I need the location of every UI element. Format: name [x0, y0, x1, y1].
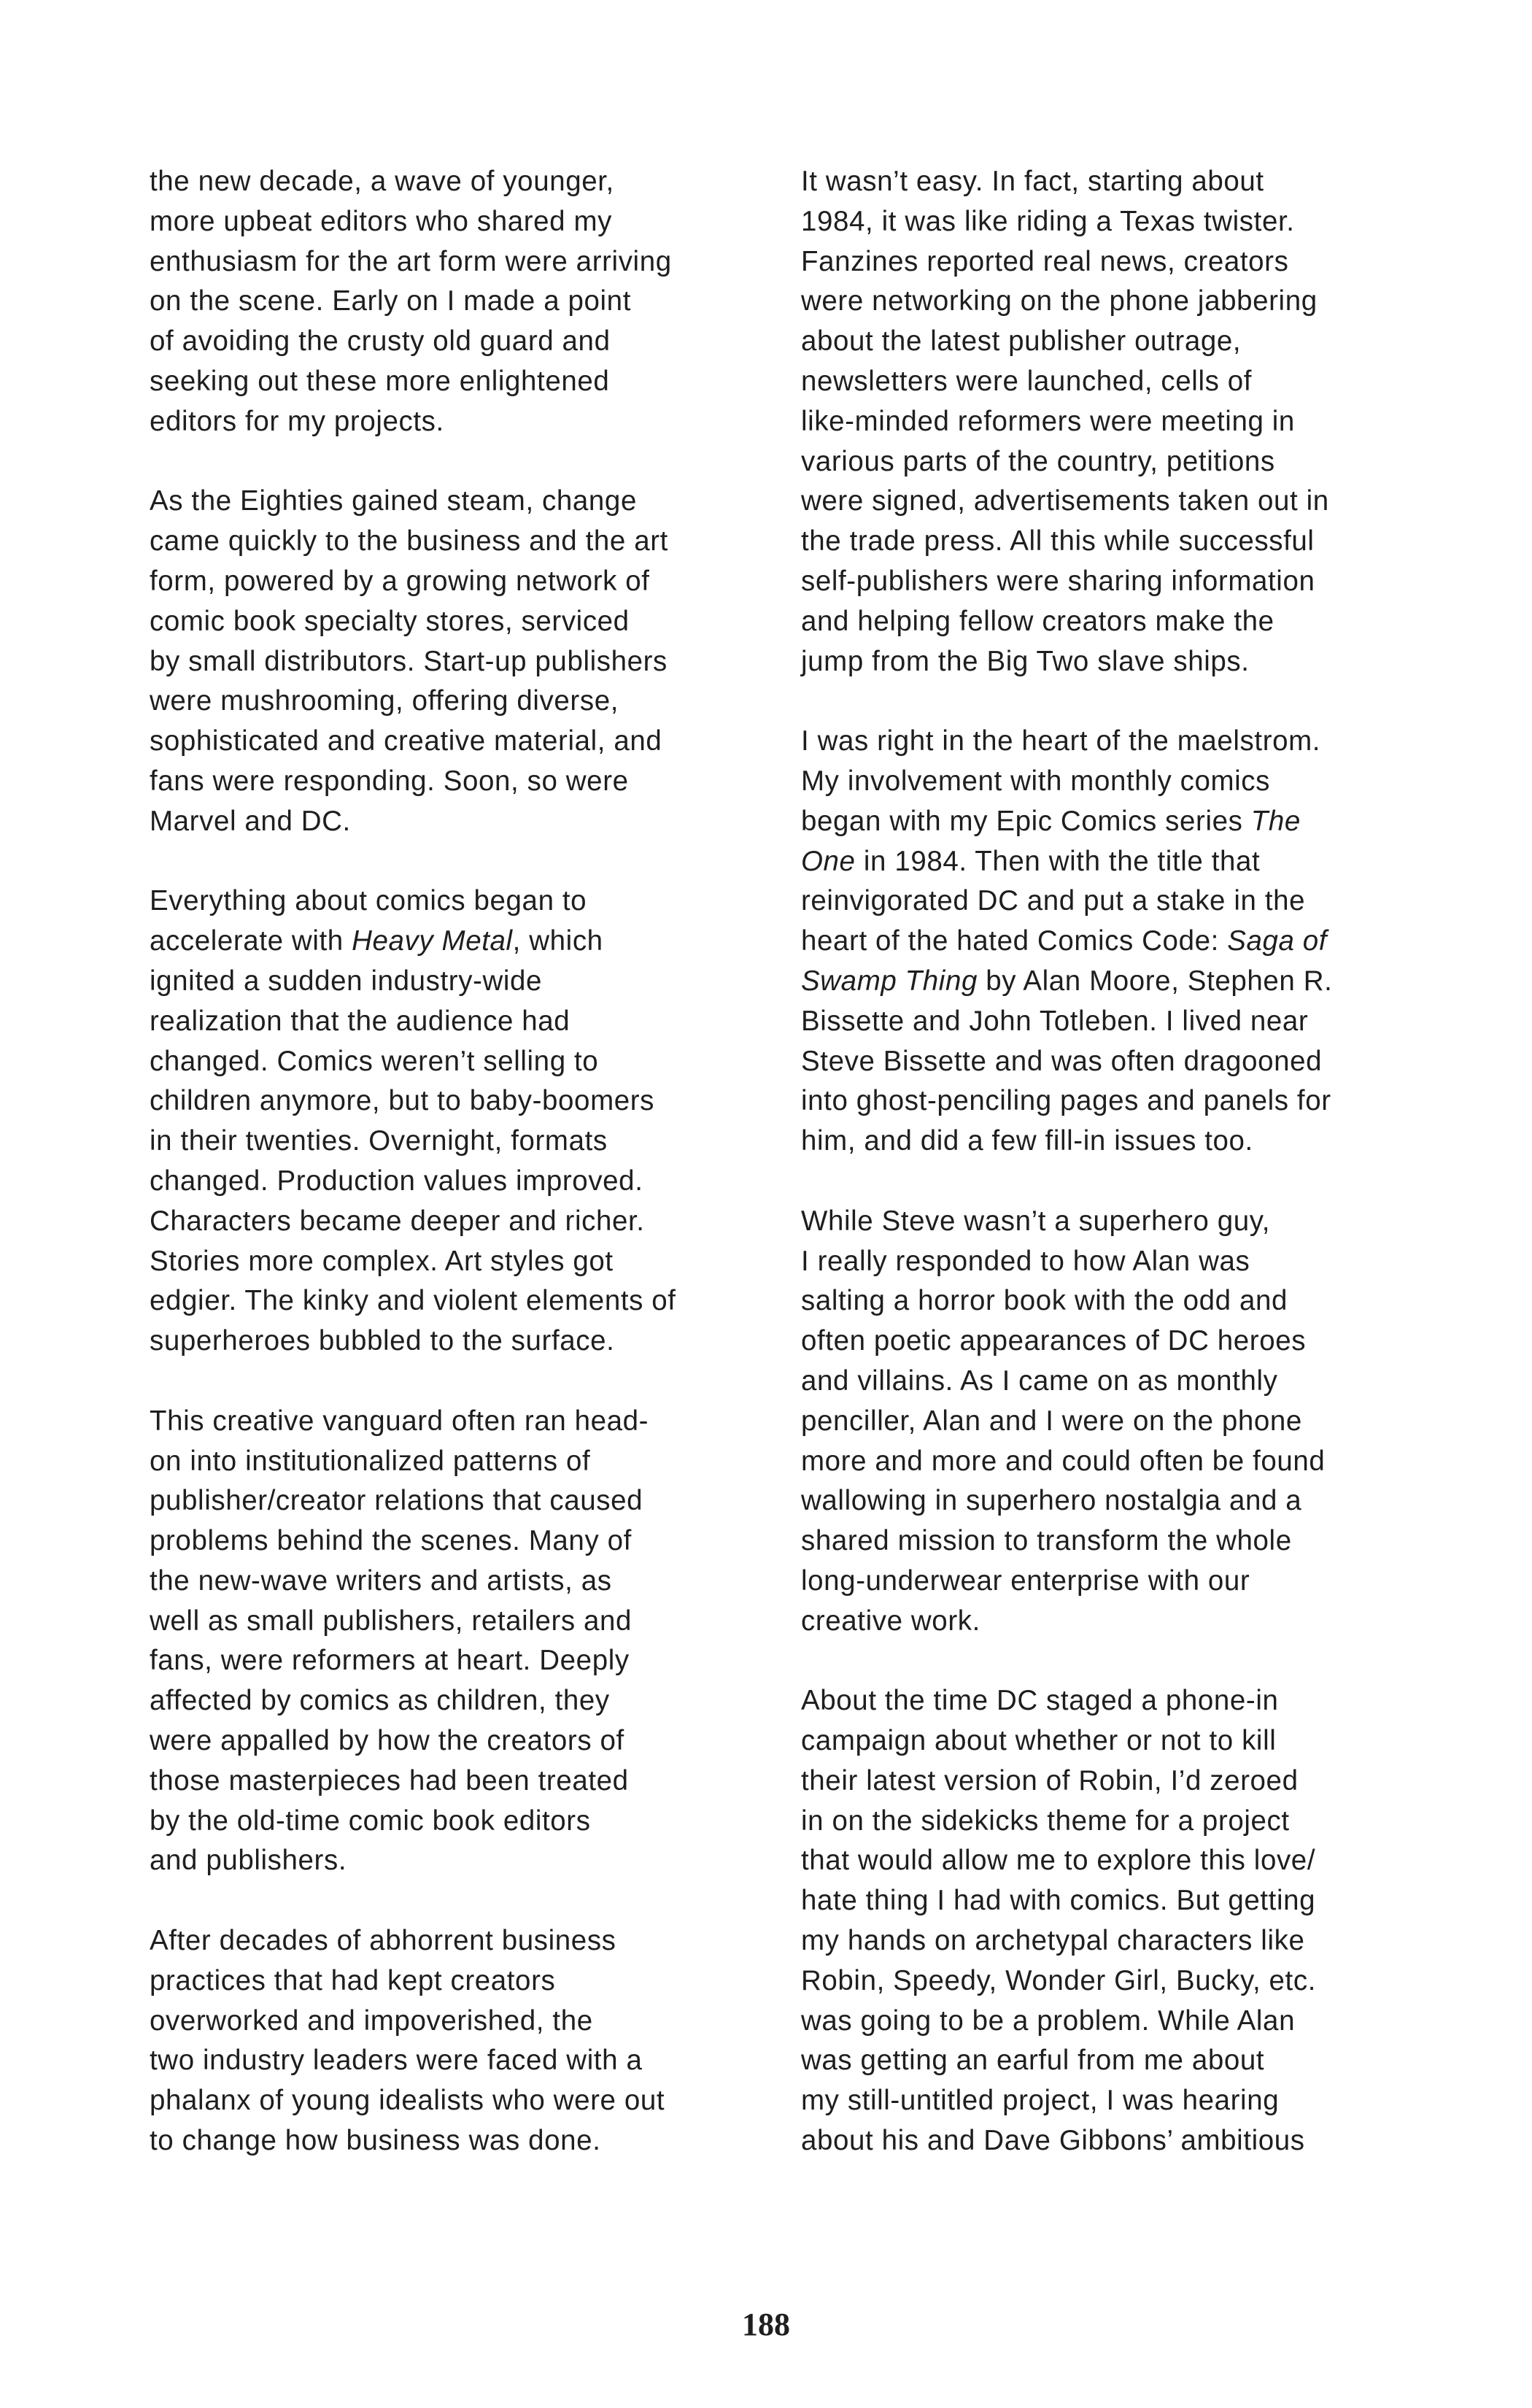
text-segment: by Alan Moore, Stephen R.: [977, 965, 1333, 997]
text-segment: heart of the hated Comics Code:: [801, 925, 1228, 957]
text-line: Stories more complex. Art styles got: [150, 1245, 614, 1277]
text-line: affected by comics as children, they: [150, 1685, 610, 1717]
text-line: Bissette and John Totleben. I lived near: [801, 1005, 1309, 1037]
text-line: those masterpieces had been treated: [150, 1764, 629, 1797]
text-line: were networking on the phone jabbering: [801, 285, 1318, 317]
text-line: often poetic appearances of DC heroes: [801, 1325, 1307, 1357]
text-line: I really responded to how Alan was: [801, 1245, 1250, 1277]
paragraph: [150, 1402, 755, 1882]
text-line: wallowing in superhero nostalgia and a: [801, 1485, 1302, 1517]
text-line: my still-untitled project, I was hearing: [801, 2085, 1280, 2117]
text-line: My involvement with monthly comics: [801, 765, 1270, 797]
text-line: the new decade, a wave of younger,: [150, 166, 614, 197]
text-line: editors for my projects.: [150, 405, 444, 437]
text-line: Robin, Speedy, Wonder Girl, Bucky, etc.: [801, 1964, 1317, 1996]
text-line: self-publishers were sharing information: [801, 565, 1315, 597]
text-line: phalanx of young idealists who were out: [150, 2085, 665, 2117]
text-line: seeking out these more enlightened: [150, 365, 610, 397]
text-line: I was right in the heart of the maelstrom.: [801, 725, 1321, 757]
text-line: salting a horror book with the odd and: [801, 1285, 1288, 1317]
text-line: ignited a sudden industry-wide: [150, 965, 543, 997]
text-line: more and more and could often be found: [801, 1445, 1326, 1477]
text-line: more upbeat editors who shared my: [150, 205, 612, 237]
text-line: After decades of abhorrent business: [150, 1925, 616, 1957]
text-line: like-minded reformers were meeting in: [801, 405, 1295, 437]
text-line: was getting an earful from me about: [801, 2045, 1265, 2077]
text-line: [801, 922, 1407, 962]
text-line: and villains. As I came on as monthly: [801, 1365, 1278, 1397]
text-line: overworked and impoverished, the: [150, 2004, 593, 2037]
text-line: jump from the Big Two slave ships.: [801, 645, 1250, 677]
text-line: long-underwear enterprise with our: [801, 1564, 1250, 1597]
text-line: Characters became deeper and richer.: [150, 1205, 645, 1237]
text-line: While Steve wasn’t a superhero guy,: [801, 1205, 1271, 1237]
text-line: the trade press. All this while successful: [801, 525, 1315, 557]
text-line: Fanzines reported real news, creators: [801, 245, 1289, 277]
text-segment: , which: [512, 925, 603, 957]
italic-title: Saga of: [1227, 925, 1328, 957]
text-line: my hands on archetypal characters like: [801, 1925, 1305, 1957]
text-line: publisher/creator relations that caused: [150, 1485, 643, 1517]
paragraph: [150, 482, 755, 841]
text-line: about his and Dave Gibbons’ ambitious: [801, 2125, 1305, 2157]
text-line: on into institutionalized patterns of: [150, 1445, 591, 1477]
paragraph: [150, 1921, 755, 2161]
text-line: [801, 802, 1407, 842]
right-text-column: [801, 162, 1407, 2161]
text-segment: accelerate with: [150, 925, 352, 957]
text-line: were appalled by how the creators of: [150, 1725, 624, 1757]
left-text-column: [150, 162, 755, 2161]
italic-title: Heavy Metal: [352, 925, 513, 957]
text-line: superheroes bubbled to the surface.: [150, 1325, 615, 1357]
text-line: penciller, Alan and I were on the phone: [801, 1405, 1302, 1437]
page-number: 188: [742, 2307, 790, 2342]
text-line: creative work.: [801, 1605, 980, 1637]
text-line: changed. Production values improved.: [150, 1165, 643, 1197]
text-line: campaign about whether or not to kill: [801, 1725, 1277, 1757]
text-line: [801, 842, 1407, 882]
text-line: children anymore, but to baby-boomers: [150, 1085, 655, 1117]
text-line: were mushrooming, offering diverse,: [150, 685, 619, 717]
paragraph: [150, 162, 755, 442]
text-line: of avoiding the crusty old guard and: [150, 325, 611, 358]
text-line: Marvel and DC.: [150, 805, 351, 837]
text-line: changed. Comics weren’t selling to: [150, 1045, 599, 1077]
text-line: practices that had kept creators: [150, 1964, 556, 1996]
text-line: their latest version of Robin, I’d zeroed: [801, 1764, 1299, 1797]
text-line: well as small publishers, retailers and: [150, 1605, 632, 1637]
text-line: edgier. The kinky and violent elements of: [150, 1285, 676, 1317]
text-line: came quickly to the business and the art: [150, 525, 668, 557]
paragraph: [150, 881, 755, 1362]
text-line: were signed, advertisements taken out in: [801, 485, 1329, 517]
text-line: Steve Bissette and was often dragooned: [801, 1045, 1323, 1077]
italic-title: One: [801, 845, 856, 877]
text-line: realization that the audience had: [150, 1005, 570, 1037]
text-line: two industry leaders were faced with a: [150, 2045, 643, 2077]
text-line: As the Eighties gained steam, change: [150, 485, 637, 517]
text-line: 1984, it was like riding a Texas twister.: [801, 205, 1295, 237]
text-line: to change how business was done.: [150, 2125, 601, 2157]
paragraph: [801, 1202, 1407, 1642]
text-line: shared mission to transform the whole: [801, 1525, 1292, 1557]
text-line: sophisticated and creative material, and: [150, 725, 662, 757]
text-line: fans were responding. Soon, so were: [150, 765, 629, 797]
text-line: the new-wave writers and artists, as: [150, 1564, 612, 1597]
text-line: by the old-time comic book editors: [150, 1805, 591, 1837]
paragraph: [801, 162, 1407, 682]
text-line: comic book specialty stores, serviced: [150, 605, 630, 637]
italic-title: The: [1250, 805, 1301, 837]
text-line: into ghost-penciling pages and panels for: [801, 1085, 1331, 1117]
text-line: This creative vanguard often ran head-: [150, 1405, 649, 1437]
text-line: [801, 962, 1407, 1002]
text-line: enthusiasm for the art form were arriving: [150, 245, 672, 277]
paragraph: [801, 722, 1407, 1162]
text-segment: began with my Epic Comics series: [801, 805, 1251, 837]
text-line: by small distributors. Start-up publishers: [150, 645, 668, 677]
text-line: fans, were reformers at heart. Deeply: [150, 1645, 630, 1677]
text-line: that would allow me to explore this love/: [801, 1845, 1316, 1877]
italic-title: Swamp Thing: [801, 965, 978, 997]
text-segment: in 1984. Then with the title that: [855, 845, 1261, 877]
text-line: on the scene. Early on I made a point: [150, 285, 631, 317]
text-line: and publishers.: [150, 1845, 347, 1877]
text-line: problems behind the scenes. Many of: [150, 1525, 632, 1557]
paragraph: [801, 1681, 1407, 2161]
text-line: various parts of the country, petitions: [801, 445, 1275, 477]
text-line: reinvigorated DC and put a stake in the: [801, 885, 1306, 917]
text-line: in their twenties. Overnight, formats: [150, 1125, 608, 1157]
text-line: him, and did a few fill-in issues too.: [801, 1125, 1253, 1157]
text-line: about the latest publisher outrage,: [801, 325, 1242, 358]
text-line: newsletters were launched, cells of: [801, 365, 1253, 397]
text-line: [150, 922, 755, 962]
text-line: in on the sidekicks theme for a project: [801, 1805, 1290, 1837]
text-line: About the time DC staged a phone-in: [801, 1685, 1279, 1717]
text-line: It wasn’t easy. In fact, starting about: [801, 166, 1264, 197]
text-line: was going to be a problem. While Alan: [801, 2004, 1296, 2037]
text-line: form, powered by a growing network of: [150, 565, 650, 597]
text-line: Everything about comics began to: [150, 885, 587, 917]
text-line: hate thing I had with comics. But getting: [801, 1885, 1316, 1917]
text-line: and helping fellow creators make the: [801, 605, 1274, 637]
